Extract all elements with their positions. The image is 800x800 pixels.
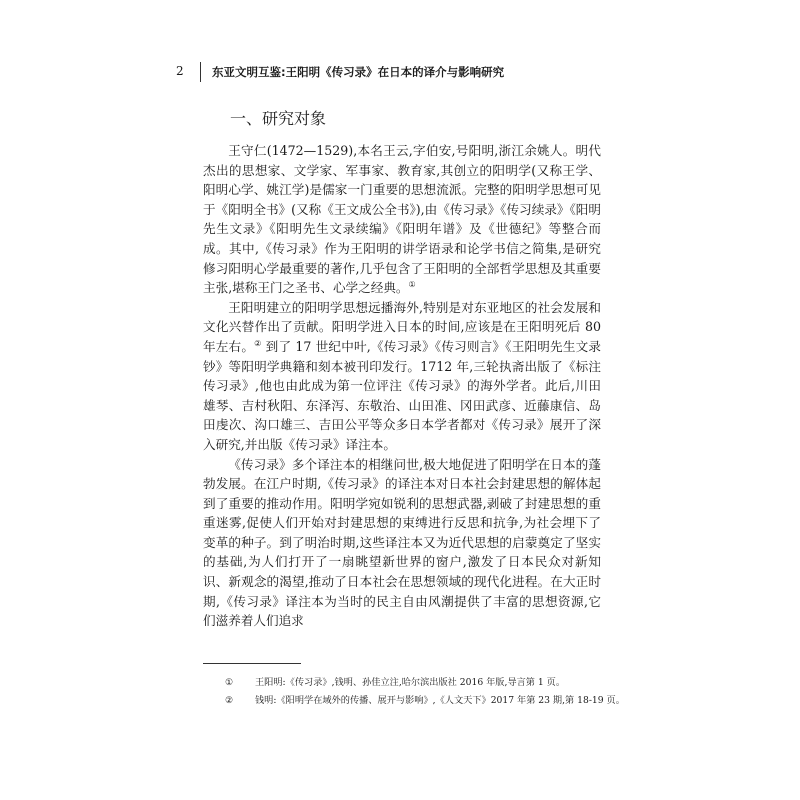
page-number: 2: [176, 64, 184, 78]
paragraph-2-text-a: 王阳明建立的阳明学思想远播海外,特别是对东亚地区的社会发展和文化兴替作出了贡献。阳明学进入日本的时间,应该是在王阳明死后 80 年左右。: [203, 299, 601, 354]
footnote-divider: [203, 663, 301, 664]
paragraph-3-text: 《传习录》多个译注本的相继问世,极大地促进了阳明学在日本的蓬勃发展。在江户时期,《传习录》的译注本对日本社会封建思想的解体起到了重要的推动作用。阳明学宛如锐利的思想武器,剥破了封建思想的重重迷雾,促使人们开始对封建思想的束缚进行反思和抗争,为社会埋下了变革的种子。到了明治时期,这些译注本又为近代思想的启蒙奠定了坚实的基础,为人们打开了一扇眺望新世界的窗户,激发了日本民众对新知识、新观念的渴望,推动了日本社会在思想领域的现代化进程。在大正时期,《传习录》译注本为当时的民主自由风潮提供了丰富的思想资源,它们滋养着人们追求: [203, 456, 601, 629]
footnote-text: 王阳明:《传习录》,钱明、孙佳立注,哈尔滨出版社 2016 年版,导言第 1 页。: [255, 677, 566, 688]
running-title: 东亚文明互鉴:王阳明《传习录》在日本的译介与影响研究: [212, 65, 505, 79]
paragraph-2: [203, 298, 601, 455]
footnote-ref-2[interactable]: ②: [254, 338, 262, 348]
running-header: [176, 62, 626, 82]
body-text: [203, 141, 601, 631]
footnote-marker: ①: [225, 677, 234, 688]
footnote-1: [203, 674, 603, 692]
footnote-text: 钱明:《阳明学在域外的传播、展开与影响》,《人文天下》2017 年第 23 期,第 18-19 页。: [255, 695, 625, 706]
footnotes: [203, 674, 625, 710]
paragraph-3: [203, 455, 601, 631]
paragraph-1-text: 王守仁(1472—1529),本名王云,字伯安,号阳明,浙江余姚人。明代杰出的思想家、文学家、军事家、教育家,其创立的阳明学(又称王学、阳明心学、姚江学)是儒家一门重要的思想流派。完整的阳明学思想可见于《阳明全书》(又称《王文成公全书》),由《传习录》《传习续录》《阳明先生文录》《阳明先生文录续编》《阳明年谱》及《世德纪》等整合而成。其中,《传习录》作为王阳明的讲学语录和论学书信之简集,是研究修习阳明心学最重要的著作,几乎包含了王阳明的全部哲学思想及其重要主张,堪称王门之圣书、心学之经典。: [203, 143, 601, 296]
footnote-marker: ②: [225, 695, 234, 706]
header-divider: [200, 62, 201, 82]
footnote-2: [203, 692, 625, 710]
paragraph-2-text-b: 到了 17 世纪中叶,《传习录》《传习则言》《王阳明先生文录钞》等阳明学典籍和刻本被刊印发行。1712 年,三轮执斋出版了《标注传习录》,他也由此成为第一位评注《传习录》的海外学者。此后,川田雄琴、吉村秋阳、东泽泻、东敬治、山田准、冈田武彦、近藤康信、岛田虔次、沟口雄三、吉田公平等众多日本学者都对《传习录》展开了深入研究,并出版《传习录》译注本。: [203, 338, 601, 452]
paragraph-1: [203, 141, 601, 298]
footnote-ref-1[interactable]: ①: [408, 279, 416, 289]
section-heading: 一、研究对象: [230, 109, 327, 128]
